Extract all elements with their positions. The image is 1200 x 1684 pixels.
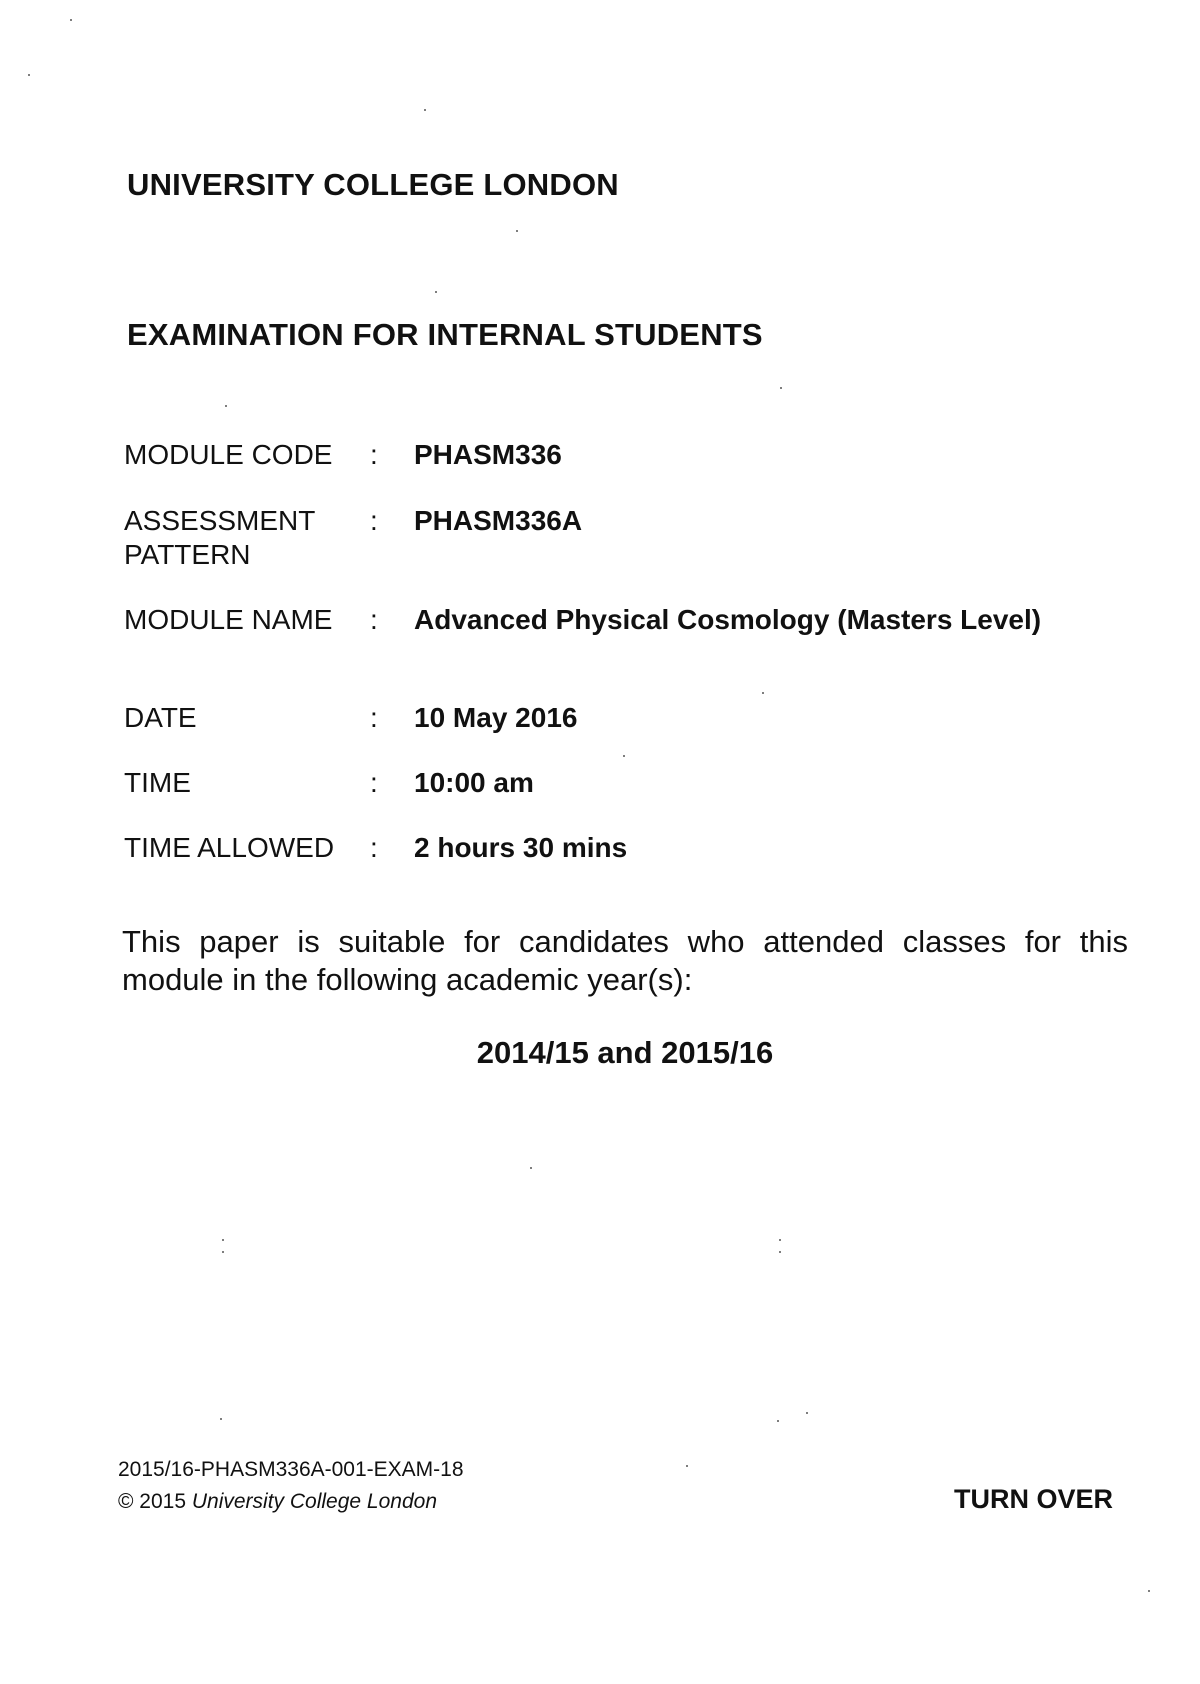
scan-speck [806, 1412, 808, 1414]
copyright-notice [118, 1489, 437, 1515]
scan-speck [28, 74, 30, 76]
detail-separator: : [370, 832, 378, 863]
scan-speck [530, 1167, 532, 1169]
scan-speck [222, 1251, 224, 1253]
detail-value: 10:00 am [414, 767, 534, 798]
detail-label: ASSESSMENT PATTERN [124, 505, 315, 570]
detail-separator: : [370, 702, 378, 733]
detail-value: PHASM336A [414, 505, 583, 536]
scan-speck [220, 1418, 222, 1420]
scan-speck [516, 230, 518, 232]
scan-speck [1148, 1590, 1150, 1592]
turn-over-label: TURN OVER [953, 1484, 1113, 1514]
scan-speck [686, 1465, 688, 1467]
scan-speck [777, 1420, 779, 1422]
detail-value: 10 May 2016 [414, 702, 578, 733]
academic-years: 2014/15 and 2015/16 [476, 1035, 774, 1070]
detail-value: 2 hours 30 mins [414, 832, 628, 863]
detail-label: DATE [124, 702, 197, 733]
scan-speck [70, 19, 72, 21]
scan-speck [779, 1251, 781, 1253]
detail-label: TIME [124, 767, 191, 798]
detail-separator: : [370, 439, 378, 470]
detail-label: MODULE CODE [124, 439, 333, 470]
copyright-year: © 2015 [118, 1490, 192, 1513]
suitability-statement: This paper is suitable for candidates who attended classes for this module in the following academic year(s): [122, 924, 1128, 997]
paper-code: 2015/16-PHASM336A-001-EXAM-18 [118, 1458, 464, 1481]
scan-speck [779, 1239, 781, 1241]
scan-speck [623, 755, 625, 757]
scan-speck [762, 692, 764, 694]
scan-speck [225, 405, 227, 407]
copyright-holder: University College London [191, 1490, 437, 1513]
detail-separator: : [370, 767, 378, 798]
scan-speck [424, 109, 426, 111]
detail-value: Advanced Physical Cosmology (Masters Level) [414, 604, 1042, 635]
exam-type-heading: EXAMINATION FOR INTERNAL STUDENTS [127, 317, 763, 352]
detail-separator: : [370, 604, 378, 635]
detail-separator: : [370, 505, 378, 536]
scan-speck [780, 387, 782, 389]
detail-label: TIME ALLOWED [124, 832, 335, 863]
institution-heading: UNIVERSITY COLLEGE LONDON [127, 167, 619, 202]
scan-speck [222, 1239, 224, 1241]
scan-speck [435, 291, 437, 293]
detail-label: MODULE NAME [124, 604, 333, 635]
detail-value: PHASM336 [414, 439, 562, 470]
